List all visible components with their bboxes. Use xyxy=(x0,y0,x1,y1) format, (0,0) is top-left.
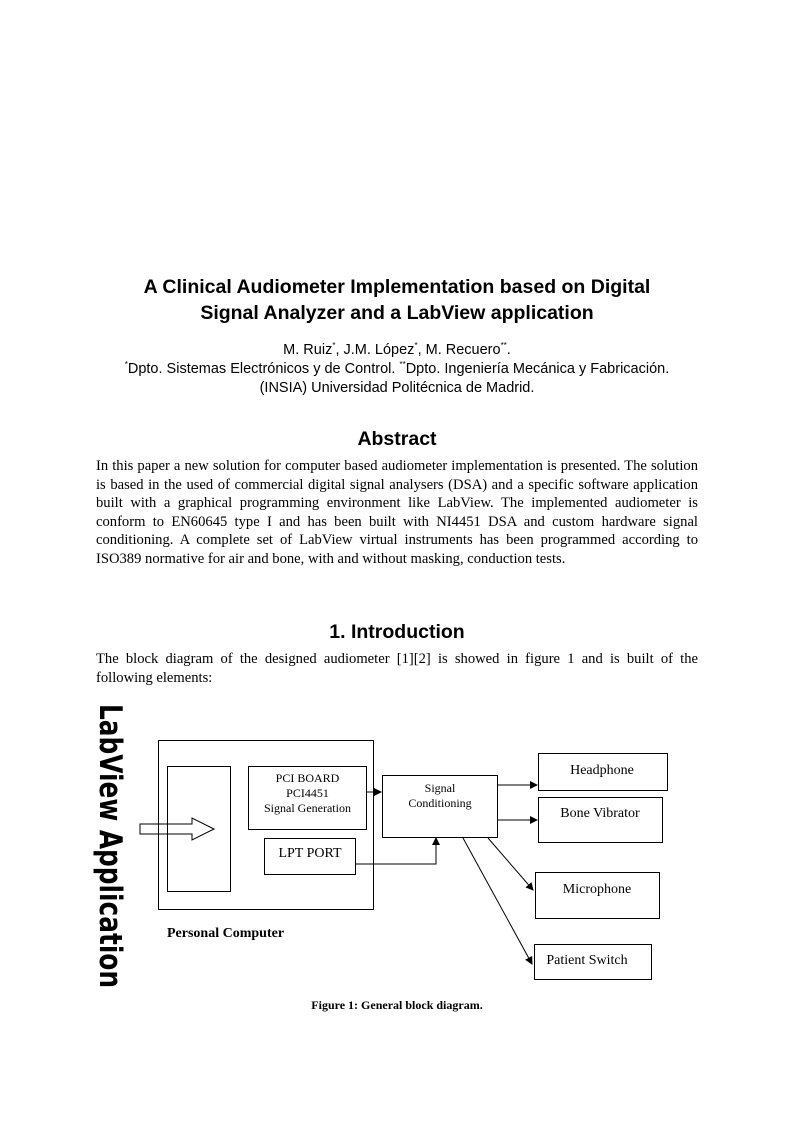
title-line-1: A Clinical Audiometer Implementation based on Digital xyxy=(143,276,651,298)
affiliation-line-2: (INSIA) Universidad Politécnica de Madrid. xyxy=(259,380,535,396)
author-name: , J.M. López xyxy=(335,342,415,358)
input-arrow xyxy=(140,818,214,840)
signal-label: Signal xyxy=(424,781,456,795)
affiliation-dept: Dpto. Ingeniería Mecánica y Fabricación. xyxy=(405,361,670,377)
to-patient-switch-arrow xyxy=(463,838,532,964)
affiliation-mark: ** xyxy=(399,360,406,369)
affiliation-mark: * xyxy=(124,360,128,369)
pci-model-label: PCI4451 xyxy=(286,786,329,800)
author-mark: * xyxy=(414,341,418,350)
pci-board-label: PCI BOARD xyxy=(275,771,340,785)
affiliation-dept: Dpto. Sistemas Electrónicos y de Control. xyxy=(127,361,400,377)
abstract-paragraph: In this paper a new solution for computer based audiometer implementation is presented. The solution is based in the used of commercial digital signal analysers (DSA) and a specific software application built with a graphical programming environment like LabView. The implemented audiometer is conform to EN60645 type I and has been built with NI4451 DSA and custom hardware signal conditioning. A complete set of LabView virtual instruments has been programmed according to ISO389 normative for air and bone, with and without masking, conduction tests. xyxy=(96,458,698,567)
patient-switch-label: Patient Switch xyxy=(546,953,628,968)
signal-generation-label: Signal Generation xyxy=(264,801,351,815)
bone-vibrator-label: Bone Vibrator xyxy=(560,806,640,821)
figure-caption: Figure 1: General block diagram. xyxy=(311,998,483,1012)
lpt-to-conditioning-arrow xyxy=(356,838,436,864)
personal-computer-label: Personal Computer xyxy=(167,926,285,941)
intro-paragraph: The block diagram of the designed audiometer [1][2] is showed in figure 1 and is built of the following elements: xyxy=(96,651,698,686)
lpt-port-label: LPT PORT xyxy=(278,846,342,861)
author-name: , M. Recuero xyxy=(417,342,501,358)
headphone-label: Headphone xyxy=(570,763,634,778)
author-name: M. Ruiz xyxy=(283,342,333,358)
conditioning-label: Conditioning xyxy=(408,796,472,810)
author-mark: ** xyxy=(500,341,507,350)
abstract-heading: Abstract xyxy=(357,428,437,450)
intro-heading: 1. Introduction xyxy=(329,621,465,643)
labview-application-label: LabView Application xyxy=(92,704,128,1065)
microphone-label: Microphone xyxy=(562,882,632,897)
title-line-2: Signal Analyzer and a LabView application xyxy=(200,302,594,324)
author-list-end: . xyxy=(506,342,511,358)
author-mark: * xyxy=(332,341,336,350)
to-microphone-arrow xyxy=(488,838,533,890)
